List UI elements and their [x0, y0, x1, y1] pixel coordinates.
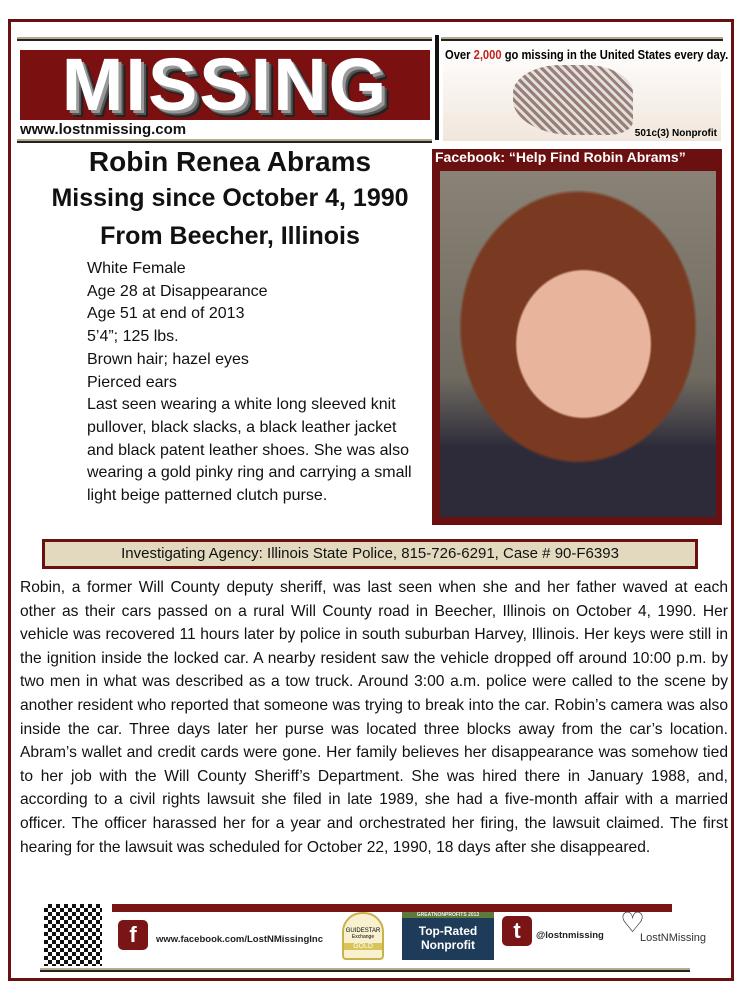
lostnmissing-logo: LostNMissing: [640, 932, 707, 944]
divider: [40, 968, 690, 972]
fact-age-disappearance: Age 28 at Disappearance: [87, 282, 268, 300]
facebook-url[interactable]: www.facebook.com/LostNMissingInc: [156, 934, 323, 945]
guidestar-badge: GUIDESTAR Exchange GOLD: [342, 912, 384, 960]
missing-banner: [20, 43, 430, 126]
promo-image: [443, 43, 729, 141]
footer: [40, 902, 707, 974]
fact-race-sex: White Female: [87, 260, 186, 277]
fact-age-current: Age 51 at end of 2013: [87, 305, 245, 323]
fact-hair-eyes: Brown hair; hazel eyes: [87, 350, 249, 368]
person-photo-frame: [432, 165, 722, 525]
from-location: From Beecher, Illinois: [100, 222, 360, 250]
promo-text: Over 2,000 go missing in the United States every day.: [445, 47, 729, 62]
divider: [435, 35, 439, 140]
facebook-icon[interactable]: f: [118, 920, 148, 950]
top-rated-badge: GREATNONPROFITS 2013 Top-Rated Nonprofit: [402, 912, 494, 960]
missing-since: Missing since October 4, 1990: [51, 184, 409, 212]
divider: [17, 37, 432, 41]
nonprofit-label: 501c(3) Nonprofit: [634, 128, 717, 139]
agency-text: Investigating Agency: Illinois State Police, 815-726-6291, Case # 90-F6393: [45, 542, 695, 566]
case-narrative: Robin, a former Will County deputy sheriff, was last seen when she and her father waved at each other as their cars passed on a rural Will County road in Beecher, Illinois on October 4, 1990. Her vehicle was recovered 11 hours later by police in south suburban Harvey, Illinois. Her keys were still in the ignition inside the locked car. A nearby resident saw the vehicle dropped off around 10:00 p.m. by two men in what was described as a tow truck. Around 3:00 a.m. police were called to the scene by another resident who reported that someone was trying to break into the car. Robin’s camera was also inside the car. Three days later her purse was located three blocks away from the car’s location. Abram’s wallet and credit cards were gone. Her family believes her disappearance was somehow tied to her job with the Will County Sheriff’s Department. She was hired there in January 1988, and, according to a civil rights lawsuit she filed in late 1989, she had a five-month affair with a married officer. The officer harassed her for a year and orchestrated her firing, the lawsuit claimed. The first hearing for the lawsuit was scheduled for October 22, 1990, 18 days after she disappeared.: [20, 579, 728, 856]
fact-height-weight: 5’4”; 125 lbs.: [87, 328, 179, 346]
website-link[interactable]: www.lostnmissing.com: [20, 121, 187, 138]
twitter-icon[interactable]: t: [502, 916, 532, 946]
fact-ears: Pierced ears: [87, 373, 177, 391]
fact-clothing: Last seen wearing a white long sleeved knit pullover, black slacks, a black leather jacket and black patent leather shoes. She was also wearing a gold pinky ring and carrying a small light beige patterned clutch purse.: [87, 396, 412, 505]
qr-code[interactable]: [44, 904, 102, 966]
person-photo: [440, 171, 716, 517]
twitter-handle[interactable]: @lostnmissing: [536, 930, 604, 941]
heart-logo-icon: ♡: [620, 907, 646, 938]
divider: [112, 904, 672, 912]
missing-title: MISSING: [61, 43, 389, 126]
facebook-caption: Facebook: “Help Find Robin Abrams”: [432, 149, 722, 167]
us-map-collage-image: [513, 65, 633, 135]
facts-list: [87, 258, 422, 508]
agency-box: [42, 539, 698, 569]
divider: [441, 37, 723, 41]
person-name: Robin Renea Abrams: [88, 146, 372, 177]
divider: [17, 139, 432, 143]
